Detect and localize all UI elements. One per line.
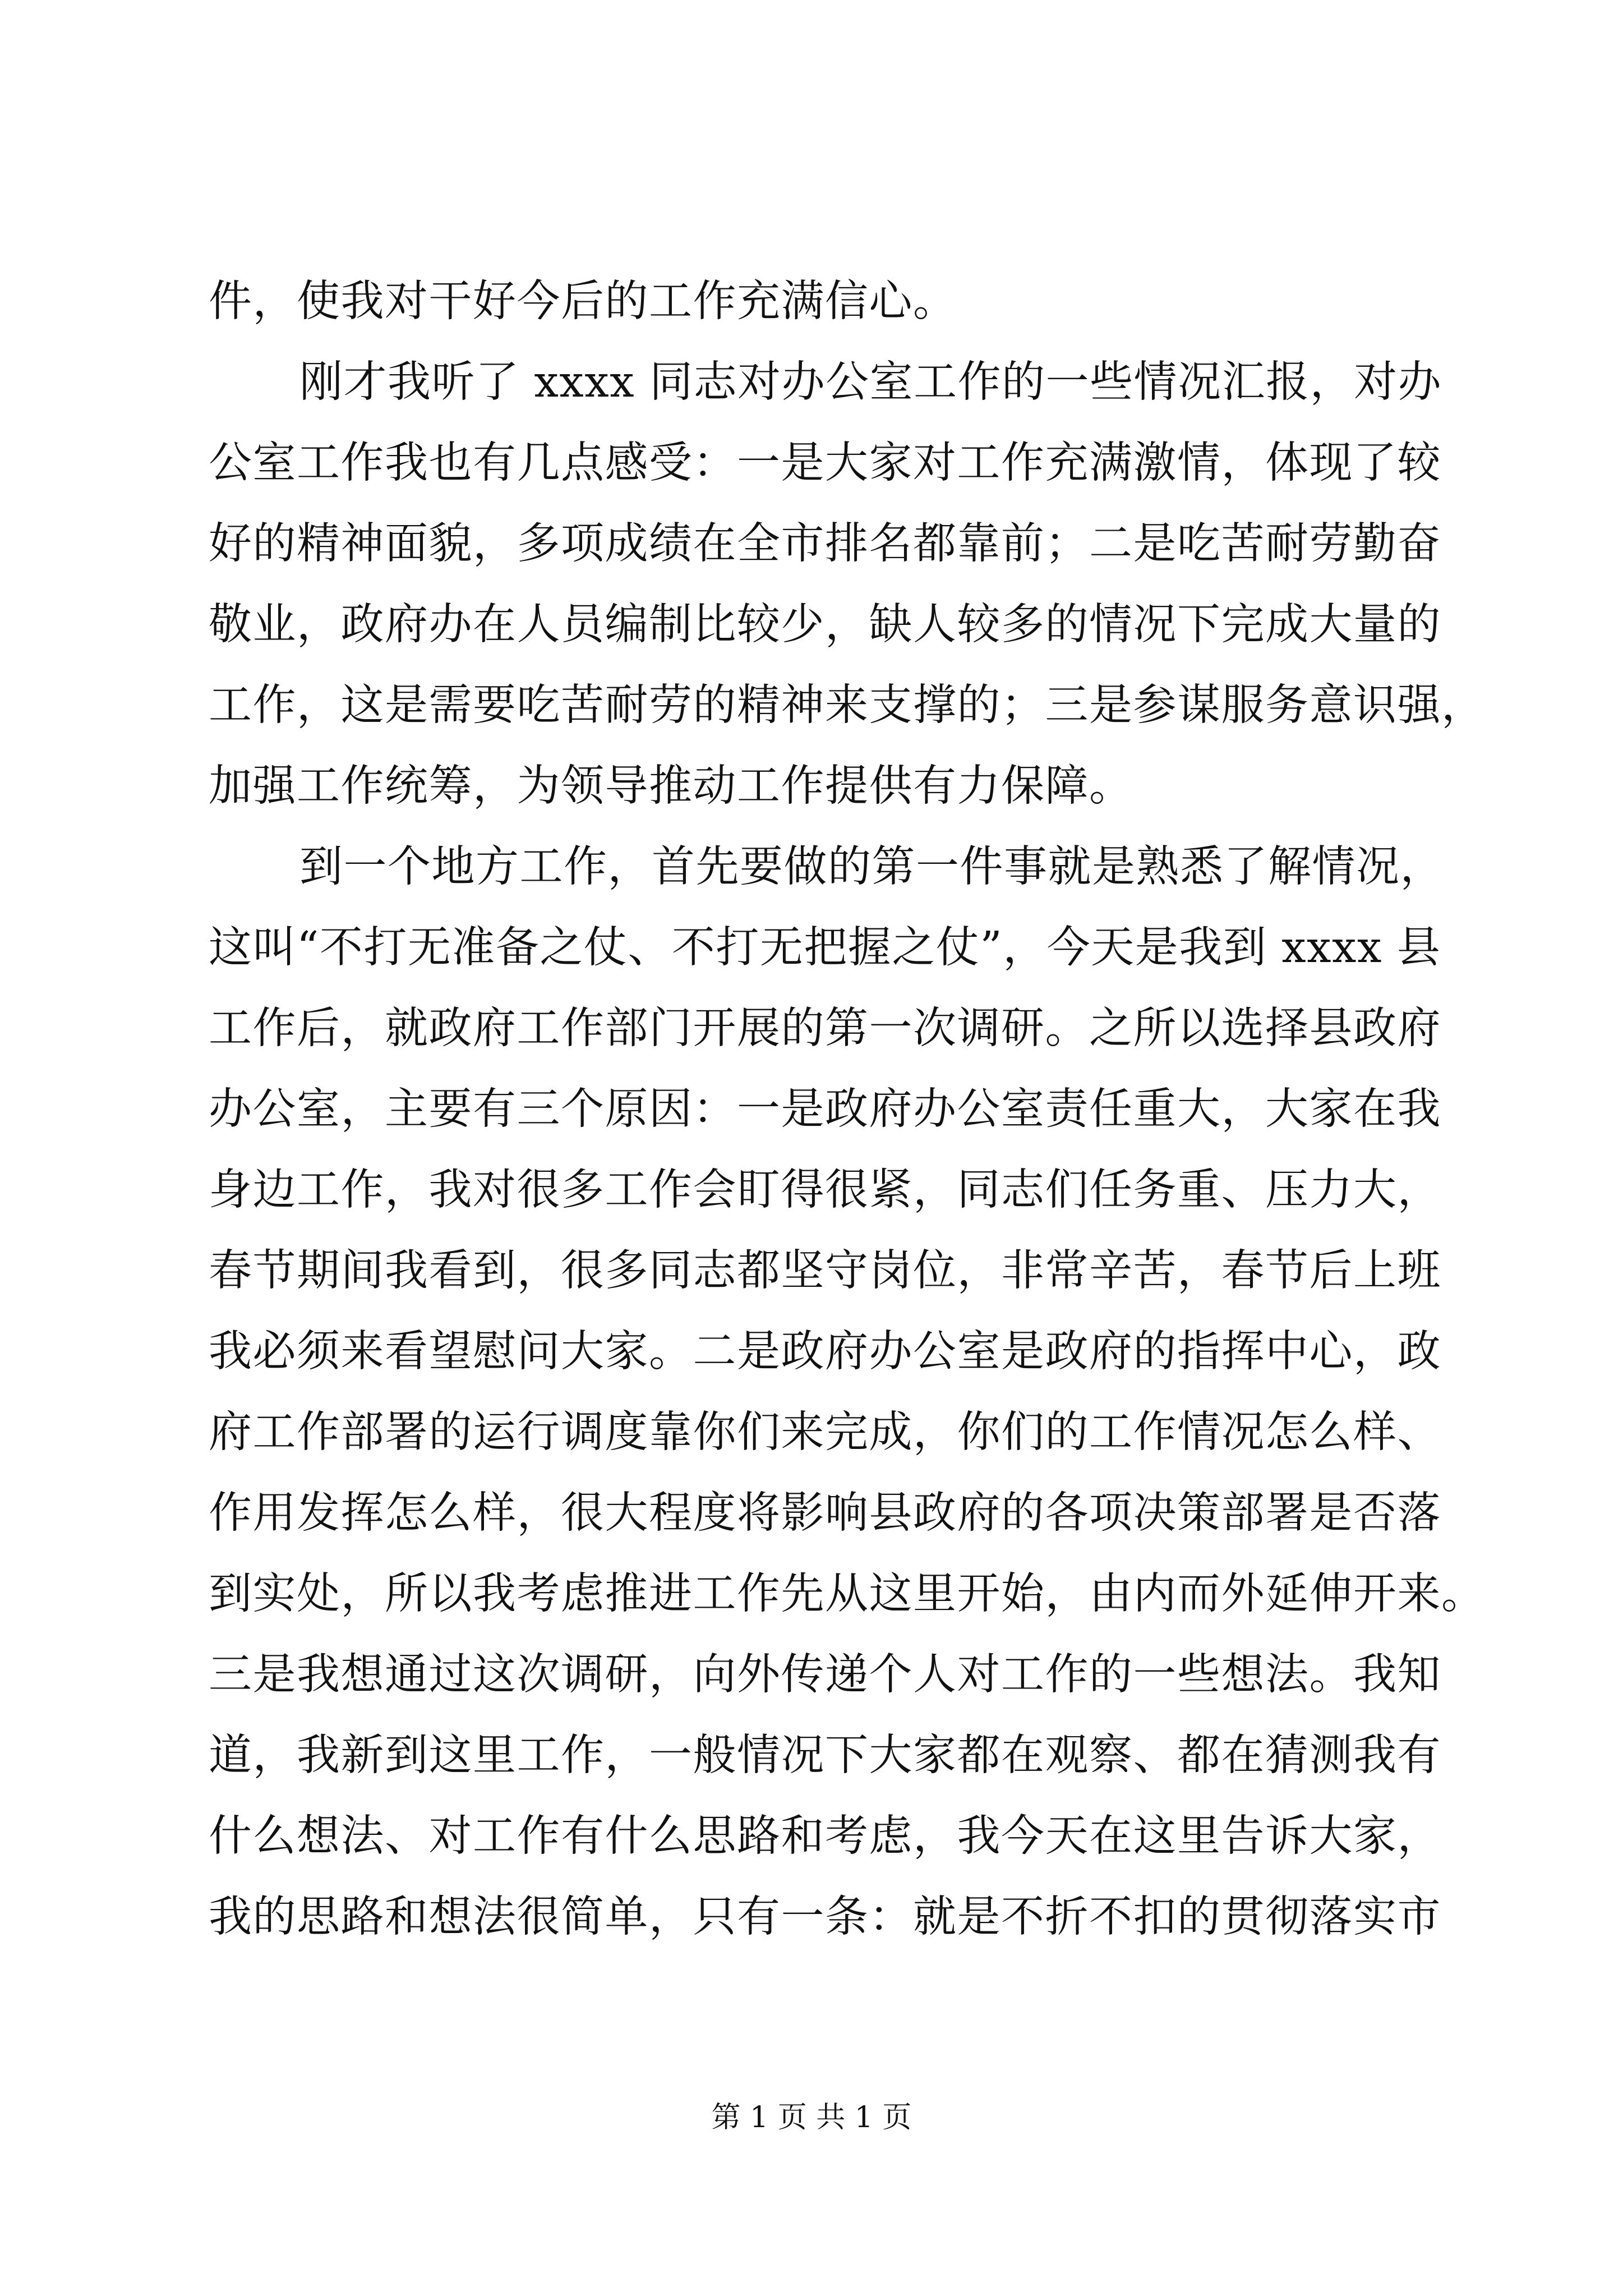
text-line: 公室工作我也有几点感受：一是大家对工作充满激情，体现了较 [209,438,1441,488]
text-line: 身边工作，我对很多工作会盯得很紧，同志们任务重、压力大， [209,1165,1441,1215]
text-line: 工作，这是需要吃苦耐劳的精神来支撑的；三是参谋服务意识强， [209,680,1486,730]
text-line: 什么想法、对工作有什么思路和考虑，我今天在这里告诉大家， [209,1811,1441,1861]
text-line: 三是我想通过这次调研，向外传递个人对工作的一些想法。我知 [209,1650,1441,1700]
text-line: 工作后，就政府工作部门开展的第一次调研。之所以选择县政府 [209,1004,1441,1053]
text-line: 这叫“不打无准备之仗、不打无把握之仗”，今天是我到 xxxx 县 [209,923,1441,973]
page-footer: 第 1 页 共 1 页 [711,2101,912,2134]
text-line: 件，使我对干好今后的工作充满信心。 [209,277,957,326]
text-line: 到一个地方工作，首先要做的第一件事就是熟悉了解情况， [299,842,1444,892]
text-line: 加强工作统筹，为领导推动工作提供有力保障。 [209,761,1133,811]
text-line: 我必须来看望慰问大家。二是政府办公室是政府的指挥中心，政 [209,1327,1441,1377]
document-body [209,261,1486,1958]
text-line: 春节期间我看到，很多同志都坚守岗位，非常辛苦，春节后上班 [209,1246,1441,1296]
text-line: 府工作部署的运行调度靠你们来完成，你们的工作情况怎么样、 [209,1407,1441,1457]
text-line: 作用发挥怎么样，很大程度将影响县政府的各项决策部署是否落 [209,1488,1441,1538]
text-line: 办公室，主要有三个原因：一是政府办公室责任重大，大家在我 [209,1084,1441,1134]
text-line: 刚才我听了 xxxx 同志对办公室工作的一些情况汇报，对办 [299,357,1442,407]
text-line: 敬业，政府办在人员编制比较少，缺人较多的情况下完成大量的 [209,600,1441,650]
text-line: 好的精神面貌，多项成绩在全市排名都靠前；二是吃苦耐劳勤奋 [209,519,1441,569]
text-line: 道，我新到这里工作，一般情况下大家都在观察、都在猜测我有 [209,1731,1441,1780]
text-line: 到实处，所以我考虑推进工作先从这里开始，由内而外延伸开来。 [209,1569,1486,1619]
text-line: 我的思路和想法很简单，只有一条：就是不折不扣的贯彻落实市 [209,1892,1441,1942]
